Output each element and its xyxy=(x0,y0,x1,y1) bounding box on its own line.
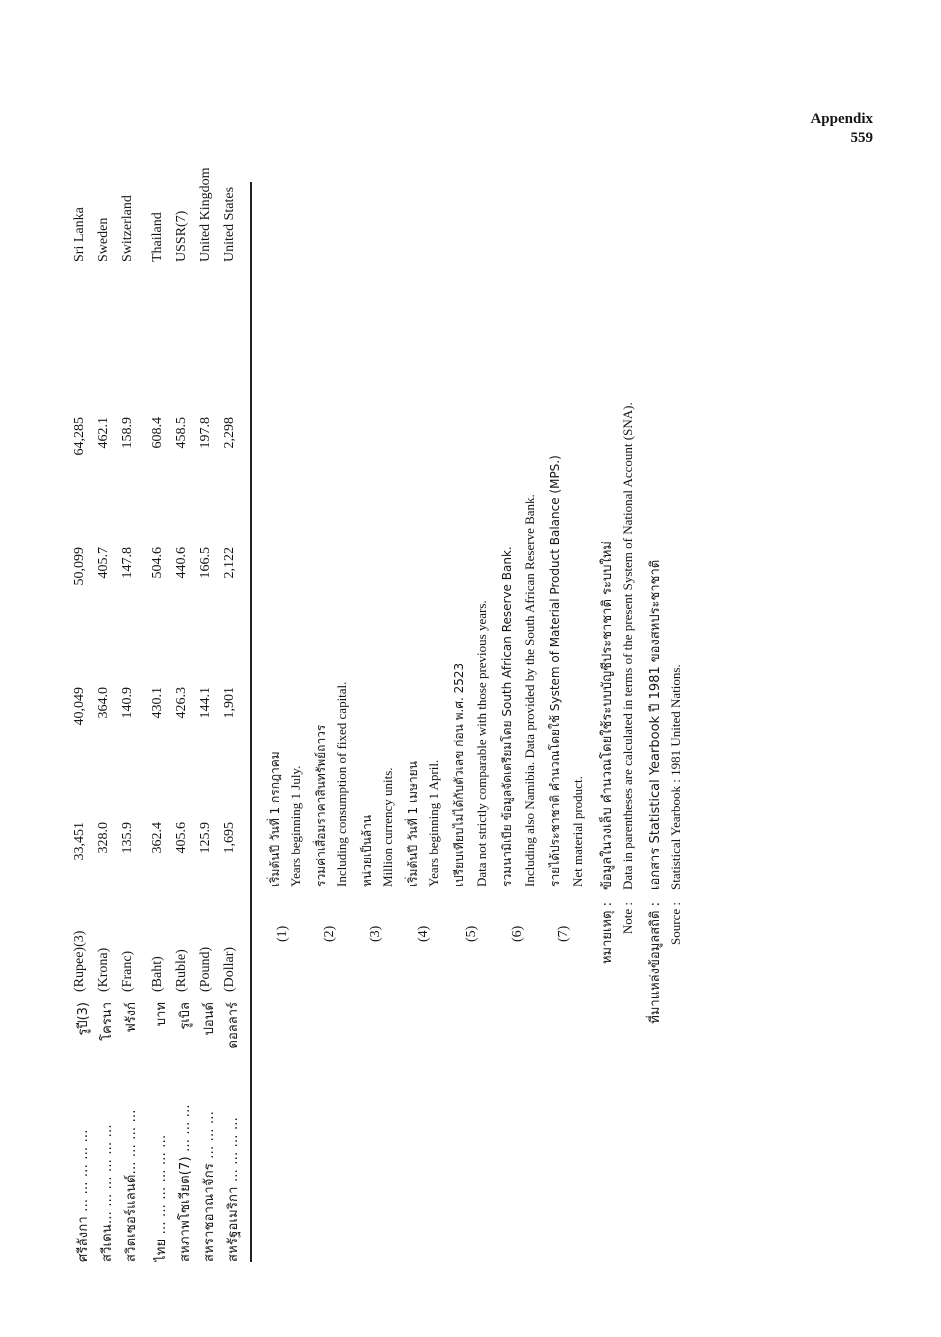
footnote-english: Data not strictly comparable with those previous years. xyxy=(474,600,489,887)
footnote-marker: (4) xyxy=(416,925,431,942)
value-cell: 40,049 xyxy=(72,687,87,726)
footnote-thai: รวมนามิเบีย ข้อมูลจัดเตรียมโดย South African Reserve Bank. xyxy=(500,546,514,887)
footnote-thai: เริ่มต้นปี วันที่ 1 กรกฎาคม xyxy=(268,751,282,887)
footnote-english: Million currency units. xyxy=(380,767,395,887)
footnote-thai: รายได้ประชาชาติ คำนวณโดยใช้ System of Material Product Balance (MPS.) xyxy=(548,455,562,887)
thai-currency-unit: รูปี(3) xyxy=(76,1002,91,1036)
table-row xyxy=(96,172,120,1262)
thai-currency-unit: ปอนด์ xyxy=(202,1002,217,1036)
footnote-english: Including also Namibia. Data provided by the South African Reserve Bank. xyxy=(522,494,537,887)
footnote-english: Net material product. xyxy=(570,776,585,887)
value-cell: 2,298 xyxy=(222,417,237,449)
value-cell: 362.4 xyxy=(150,822,165,854)
value-cell: 158.9 xyxy=(120,417,135,449)
value-cell: 140.9 xyxy=(120,687,135,719)
footnote-marker: (5) xyxy=(464,925,479,942)
note-label-thai: หมายเหตุ : xyxy=(600,902,615,965)
note-label: Note : xyxy=(620,902,635,935)
thai-currency-unit: รูเบิล xyxy=(178,1002,193,1030)
footnote-english: Including consumption of fixed capital. xyxy=(334,681,349,887)
table-row xyxy=(150,172,174,1262)
value-cell: 197.8 xyxy=(198,417,213,449)
value-cell: 364.0 xyxy=(96,687,111,719)
thai-currency-unit: โครนา xyxy=(100,1002,115,1041)
footnote-english: Years beginning 1 July. xyxy=(288,765,303,887)
currency-unit: (Dollar) xyxy=(222,946,237,992)
thai-country-name: สวีเดน... ... ... ... ... ... xyxy=(100,1124,115,1262)
table-row xyxy=(198,167,222,1262)
value-cell: 405.6 xyxy=(174,822,189,854)
source-label: Source : xyxy=(668,902,683,945)
source-text-thai: เอกสาร Statistical Yearbook ปี 1981 ของสหประชาชาติ xyxy=(648,559,663,890)
country-name: Switzerland xyxy=(120,195,135,262)
country-name: United States xyxy=(222,186,237,262)
thai-currency-unit: ฟรังก์ xyxy=(124,1002,139,1033)
page-header xyxy=(810,110,873,148)
thai-country-name: สหราชอาณาจักร ... ... ... xyxy=(202,1111,217,1262)
value-cell: 144.1 xyxy=(198,687,213,719)
value-cell: 462.1 xyxy=(96,417,111,449)
value-cell: 405.7 xyxy=(96,547,111,579)
footnote-marker: (2) xyxy=(322,925,337,942)
thai-country-name: สวิตเซอร์แลนด์... ... ... ... xyxy=(124,1109,139,1262)
footnote-marker: (3) xyxy=(368,925,383,942)
footnote-thai: หน่วยเป็นล้าน xyxy=(360,814,374,887)
value-cell: 1,695 xyxy=(222,822,237,854)
currency-unit: (Pound) xyxy=(198,946,213,992)
value-cell: 135.9 xyxy=(120,822,135,854)
source-text: Statistical Yearbook : 1981 United Nations. xyxy=(668,664,683,890)
thai-country-name: สหรัฐอเมริกา ... ... ... ... xyxy=(226,1117,241,1262)
country-name: Sweden xyxy=(96,217,111,262)
note-text: Data in parentheses are calculated in terms of the present System of National Account (SNA). xyxy=(620,402,635,890)
table-row xyxy=(72,172,96,1262)
note-text-thai: ข้อมูลในวงเล็บ คำนวณโดยใช้ระบบบัญชีประชาชาติ ระบบใหม่ xyxy=(600,541,615,890)
footnote-thai: รวมค่าเสื่อมราคาสินทรัพย์ถาวร xyxy=(314,724,328,887)
footnote-thai: เปรียบเทียบไม่ได้กับตัวเลข ก่อน พ.ศ. 2523 xyxy=(452,662,466,887)
table-bottom-rule xyxy=(250,182,252,1262)
currency-unit: (Rupee)(3) xyxy=(72,930,87,992)
rotated-content xyxy=(50,167,750,1262)
footnote-marker: (1) xyxy=(275,925,290,942)
table-row xyxy=(222,172,244,1262)
table-row xyxy=(120,172,144,1262)
page-number: 559 xyxy=(850,130,873,146)
value-cell: 458.5 xyxy=(174,417,189,449)
thai-currency-unit: บาท xyxy=(154,1002,169,1027)
currency-unit: (Baht) xyxy=(150,956,165,992)
value-cell: 504.6 xyxy=(150,547,165,579)
source-label-thai: ที่มาแหล่งข้อมูลสถิติ : xyxy=(648,902,663,1024)
value-cell: 125.9 xyxy=(198,822,213,854)
currency-unit: (Ruble) xyxy=(174,949,189,992)
footnote-english: Years beginning 1 April. xyxy=(426,759,441,887)
appendix-title: Appendix xyxy=(810,111,873,127)
value-cell: 608.4 xyxy=(150,417,165,449)
thai-currency-unit: ดอลลาร์ xyxy=(226,1002,241,1049)
country-name: United Kingdom xyxy=(198,167,213,262)
footnote-marker: (7) xyxy=(556,925,571,942)
country-name: USSR(7) xyxy=(174,210,189,262)
value-cell: 64,285 xyxy=(72,417,87,456)
value-cell: 147.8 xyxy=(120,547,135,579)
table-row xyxy=(174,172,198,1262)
value-cell: 50,099 xyxy=(72,547,87,586)
thai-country-name: สหภาพโซเวียต(7) ... ... ... xyxy=(178,1104,193,1262)
value-cell: 426.3 xyxy=(174,687,189,719)
value-cell: 33,451 xyxy=(72,822,87,861)
currency-unit: (Krona) xyxy=(96,947,111,992)
value-cell: 430.1 xyxy=(150,687,165,719)
value-cell: 2,122 xyxy=(222,547,237,579)
value-cell: 440.6 xyxy=(174,547,189,579)
thai-country-name: ศรีลังกา ... ... ... ... ... xyxy=(76,1129,91,1262)
value-cell: 1,901 xyxy=(222,687,237,719)
value-cell: 328.0 xyxy=(96,822,111,854)
footnote-thai: เริ่มต้นปี วันที่ 1 เมษายน xyxy=(406,761,420,887)
value-cell: 166.5 xyxy=(198,547,213,579)
country-name: Sri Lanka xyxy=(72,207,87,262)
country-name: Thailand xyxy=(150,212,165,262)
currency-unit: (Franc) xyxy=(120,950,135,992)
footnote-marker: (6) xyxy=(510,925,525,942)
thai-country-name: ไทย ... ... ... ... ... ... xyxy=(154,1134,169,1262)
